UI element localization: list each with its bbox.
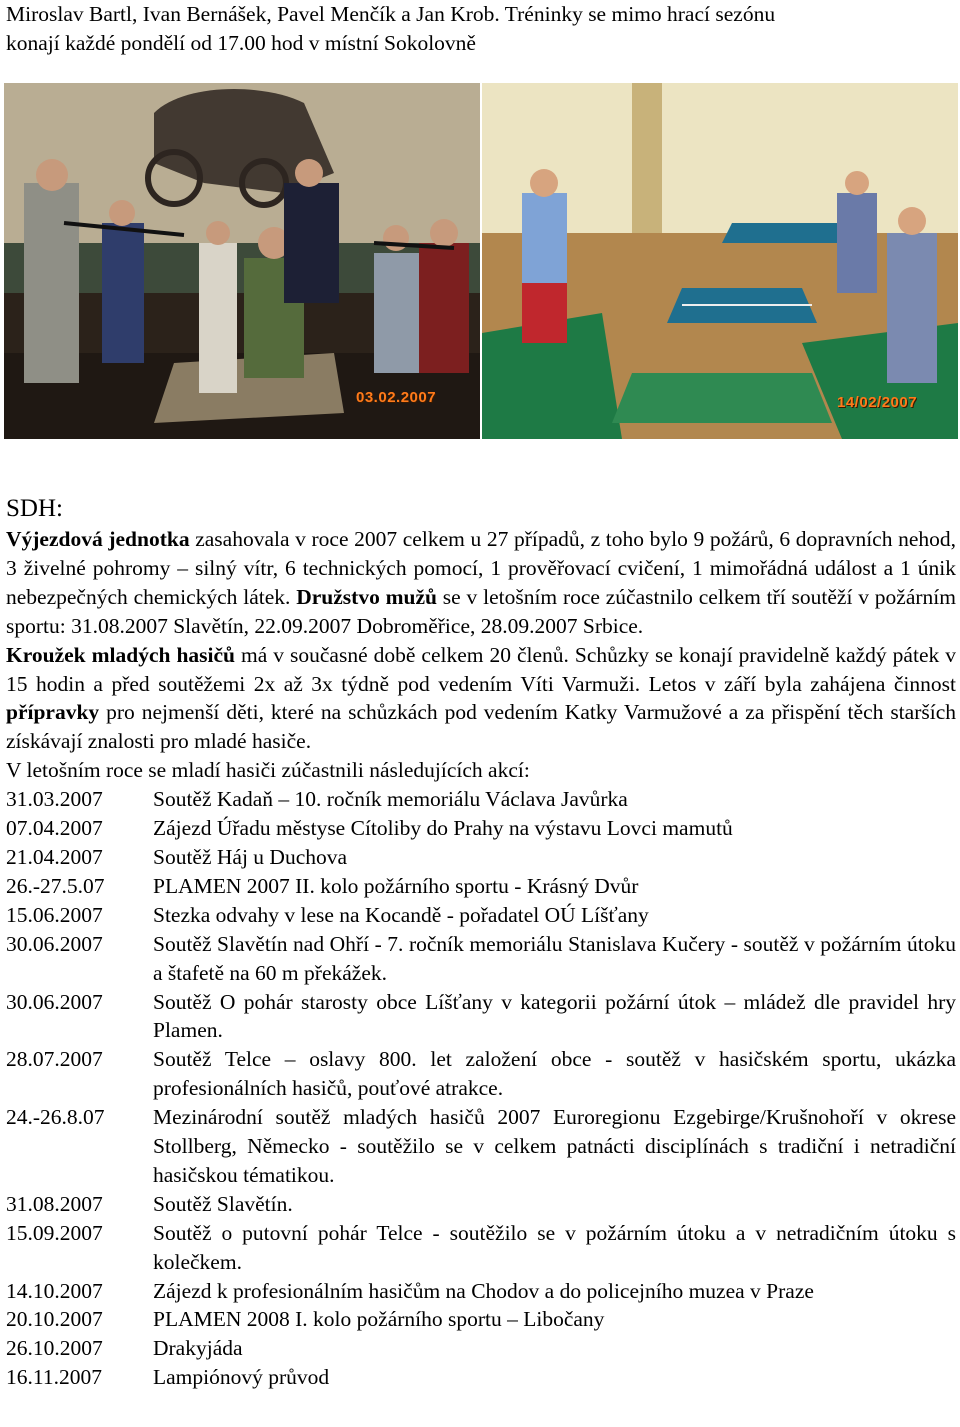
event-text: Soutěž Háj u Duchova (153, 844, 348, 869)
photo-row (6, 83, 956, 439)
event-date: 16.11.2007 (6, 1365, 102, 1390)
event-text: Soutěž Telce – oslavy 800. let založení obce - soutěž v hasičském sportu, ukázka profesionálních hasičů, pouťové atrakce. (153, 1047, 956, 1101)
photo-table-tennis (482, 83, 958, 439)
photo-date-stamp-right: 14/02/2007 (837, 394, 918, 411)
event-text: Lampiónový průvod (153, 1365, 330, 1390)
photo-shooting-image (4, 83, 480, 439)
men-team-text: se v letošním roce zúčastnilo celkem tří soutěží v požárním sportu: 31.08.2007 Slavětín, 22.09.2007 Dobroměřice, 28.09.2007 Srbice. (6, 584, 956, 638)
preschool-text: pro nejmenší děti, které na schůzkách pod vedením Katky Varmužové a za přispění těch starších získávají znalosti pro mladé hasiče. (6, 700, 956, 754)
event-date: 20.10.2007 (6, 1307, 103, 1332)
event-row (6, 785, 956, 814)
event-row (6, 1103, 956, 1190)
preschool-heading: přípravky (6, 700, 100, 725)
event-text: Mezinárodní soutěž mladých hasičů 2007 Euroregionu Ezgebirge/Krušnohoří v okrese Stollberg, Německo - soutěžilo se v celkem patnácti disciplínách s tradiční i netradiční hasičskou tématikou. (153, 1105, 956, 1187)
intro-line-2: konají každé pondělí od 17.00 hod v místní Sokolovně (6, 31, 476, 55)
photo-table-tennis-image (482, 83, 958, 439)
event-row (6, 1363, 956, 1392)
event-text: Drakyjáda (153, 1336, 243, 1361)
youth-club-text: má v současné době celkem 20 členů. Schůzky se konají pravidelně každý pátek v 15 hodin a před soutěžemi 2x až 3x týdně pod vedením Víti Varmuži. Letos v září byla zahájena činnost (6, 642, 956, 696)
intro-paragraph (6, 0, 956, 58)
event-row (6, 843, 956, 872)
men-team-heading: Družstvo mužů (296, 584, 437, 609)
events-intro: V letošním roce se mladí hasiči zúčastnili následujících akcí: (6, 758, 530, 783)
event-row (6, 1045, 956, 1103)
event-row (6, 1190, 956, 1219)
unit-text: zasahovala v roce 2007 celkem u 27 případů, z toho bylo 9 požárů, 6 dopravních nehod, 3 živelné pohromy – silný vítr, 6 technických pomocí, 1 prověřovací cvičení, 1 mimořádná událost a 1 únik nebezpečných chemických látek. (6, 527, 956, 609)
event-text: Zájezd Úřadu městyse Cítoliby do Prahy na výstavu Lovci mamutů (153, 816, 733, 841)
event-row (6, 1305, 956, 1334)
event-date: 07.04.2007 (6, 816, 103, 841)
youth-club-heading: Kroužek mladých hasičů (6, 642, 236, 667)
event-date: 30.06.2007 (6, 931, 103, 956)
event-row (6, 901, 956, 930)
event-date: 30.06.2007 (6, 989, 103, 1014)
event-text: PLAMEN 2008 I. kolo požárního sportu – Libočany (153, 1307, 605, 1332)
event-text: Soutěž O pohár starosty obce Líšťany v kategorii požární útok – mládež dle pravidel hry Plamen. (153, 989, 956, 1043)
event-row (6, 1277, 956, 1306)
event-date: 31.03.2007 (6, 787, 103, 812)
unit-heading: Výjezdová jednotka (6, 527, 190, 551)
event-date: 15.06.2007 (6, 902, 103, 927)
event-text: Stezka odvahy v lese na Kocandě - pořadatel OÚ Líšťany (153, 902, 649, 927)
event-row (6, 872, 956, 901)
event-row (6, 988, 956, 1046)
event-text: Zájezd k profesionálním hasičům na Chodov a do policejního muzea v Praze (153, 1278, 814, 1303)
event-date: 26.-27.5.07 (6, 873, 105, 898)
event-row (6, 1219, 956, 1277)
event-text: PLAMEN 2007 II. kolo požárního sportu - Krásný Dvůr (153, 873, 639, 898)
event-row (6, 814, 956, 843)
event-date: 21.04.2007 (6, 844, 103, 869)
intro-line-1: Miroslav Bartl, Ivan Bernášek, Pavel Menčík a Jan Krob. Tréninky se mimo hrací sezónu (6, 2, 776, 26)
event-text: Soutěž Slavětín nad Ohří - 7. ročník memoriálu Stanislava Kučery - soutěž v požárním útoku a štafetě na 60 m překážek. (153, 931, 956, 985)
event-date: 15.09.2007 (6, 1220, 103, 1245)
event-date: 14.10.2007 (6, 1278, 103, 1303)
photo-date-stamp-left: 03.02.2007 (356, 389, 437, 406)
event-row (6, 1334, 956, 1363)
event-text: Soutěž Kadaň – 10. ročník memoriálu Václava Javůrka (153, 787, 628, 812)
event-text: Soutěž Slavětín. (153, 1191, 293, 1216)
sdh-paragraph-units (6, 525, 956, 641)
photo-shooting-practice (4, 83, 480, 439)
event-text: Soutěž o putovní pohár Telce - soutěžilo se v požárním útoku a v netradičním útoku s kolečkem. (153, 1220, 956, 1274)
sdh-title: SDH: (6, 495, 63, 522)
event-date: 24.-26.8.07 (6, 1105, 105, 1130)
event-row (6, 930, 956, 988)
sdh-paragraph-youth (6, 641, 956, 757)
events-list (6, 785, 956, 1392)
event-date: 31.08.2007 (6, 1191, 103, 1216)
sdh-section (6, 494, 956, 1392)
event-date: 26.10.2007 (6, 1336, 103, 1361)
document-page (6, 0, 956, 1390)
event-date: 28.07.2007 (6, 1047, 103, 1072)
